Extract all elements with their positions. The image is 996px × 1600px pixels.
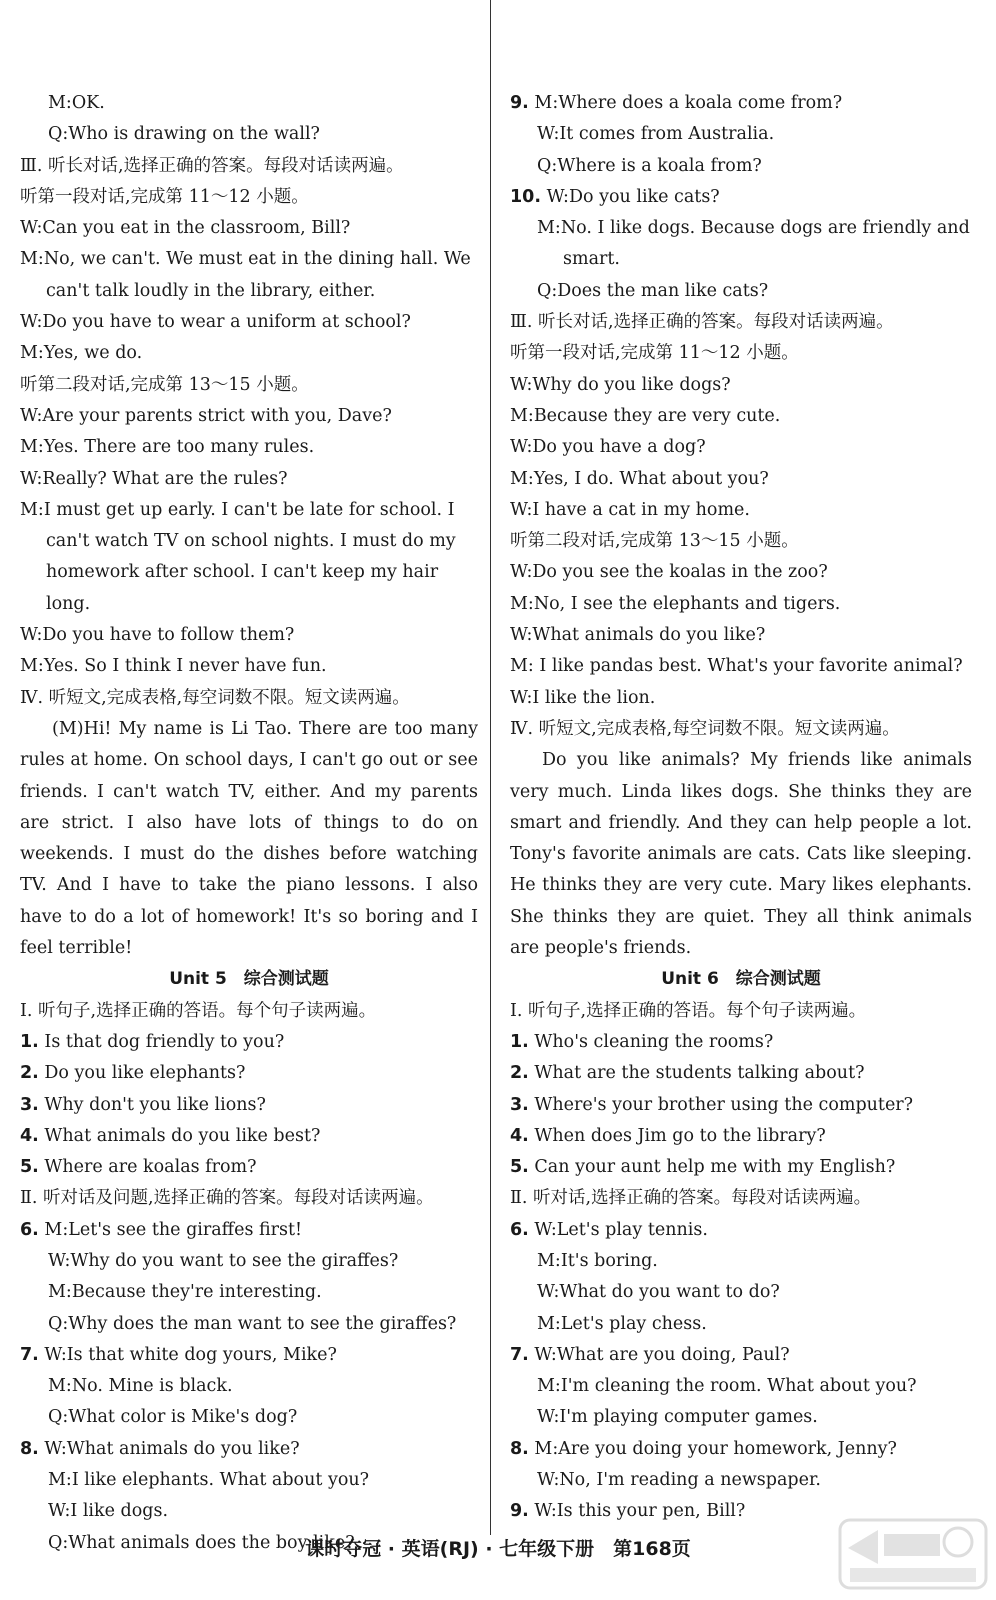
column-divider — [490, 0, 491, 1535]
question-text: Do you like elephants? — [44, 1063, 246, 1084]
text-line: W:Do you see the koalas in the zoo? — [510, 562, 828, 583]
dialog-item — [510, 88, 972, 182]
section-heading: Ⅲ. 听长对话,选择正确的答案。每段对话读两遍。 — [510, 312, 894, 333]
text-line: 听第二段对话,完成第 13～15 小题。 — [510, 531, 799, 552]
question-text: Where's your brother using the computer? — [534, 1094, 914, 1115]
dialog-item — [510, 1215, 972, 1340]
text-line: M: I like pandas best. What's your favorite animal? — [510, 656, 963, 677]
question-list — [20, 1027, 478, 1183]
list-item — [20, 1058, 478, 1089]
text-line: W:Are your parents strict with you, Dave? — [20, 405, 392, 426]
text-line: W:Really? What are the rules? — [20, 468, 288, 489]
dialog-line: W:Is that white dog yours, Mike? — [44, 1344, 337, 1365]
text-line: M:Yes, I do. What about you? — [510, 468, 769, 489]
dialog-line: M:Because they're interesting. — [48, 1282, 322, 1303]
text-line: M:I must get up early. I can't be late for school. I can't watch TV on school nights. I must do my homework after school. I can't keep my hair long. — [20, 499, 456, 614]
left-column — [20, 88, 478, 1559]
list-item — [510, 1090, 972, 1121]
passage: Do you like animals? My friends like animals very much. Linda likes dogs. She thinks they are smart and friendly. And they can help people a lot. Tony's favorite animals are cats. Cats like sleeping. He thinks they are very cute. Mary likes elephants. She thinks they are quiet. They all think animals are people's friends. — [510, 750, 972, 959]
dialog-item — [510, 182, 972, 307]
text-line: M:Yes. There are too many rules. — [20, 437, 315, 458]
question-text: Where are koalas from? — [44, 1157, 257, 1178]
text-line: M:No, we can't. We must eat in the dining hall. We can't talk loudly in the library, either. — [20, 249, 471, 301]
question-number: 2. — [20, 1063, 39, 1084]
question-number: 6. — [20, 1219, 39, 1240]
dialog-line: W:What animals do you like? — [44, 1438, 300, 1459]
question-text: What are the students talking about? — [534, 1063, 865, 1084]
dialog-line: Q:Does the man like cats? — [537, 280, 769, 301]
watermark-logo — [838, 1518, 988, 1590]
text-line: W:Do you have a dog? — [510, 437, 706, 458]
right-lines-b — [510, 307, 972, 745]
dialog-line: W:What are you doing, Paul? — [534, 1344, 790, 1365]
question-number: 3. — [510, 1094, 529, 1115]
list-item — [20, 1121, 478, 1152]
question-text: Why don't you like lions? — [44, 1094, 266, 1115]
text-line: 听第一段对话,完成第 11～12 小题。 — [510, 343, 799, 364]
text-line: Q:Who is drawing on the wall? — [48, 124, 320, 145]
text-line: W:Why do you like dogs? — [510, 374, 731, 395]
section-heading: Ⅰ. 听句子,选择正确的答语。每个句子读两遍。 — [20, 1000, 377, 1021]
dialog-line: Q:What animals does the boy like? — [48, 1532, 355, 1553]
list-item — [510, 1121, 972, 1152]
dialog-list — [510, 88, 972, 307]
dialog-line: W:I like dogs. — [48, 1501, 169, 1522]
text-line: W:I have a cat in my home. — [510, 499, 750, 520]
dialog-item — [20, 1340, 478, 1434]
list-item — [510, 1027, 972, 1058]
dialog-line: M:Let's see the giraffes first! — [44, 1219, 303, 1240]
dialog-list — [20, 1215, 478, 1559]
text-line: M:OK. — [48, 93, 105, 113]
unit-heading: Unit 5 综合测试题 — [169, 969, 329, 990]
dialog-line: Q:Where is a koala from? — [537, 155, 762, 176]
unit-heading: Unit 6 综合测试题 — [661, 969, 821, 990]
question-text: What animals do you like best? — [44, 1125, 321, 1146]
dialog-line: W:Is this your pen, Bill? — [534, 1501, 746, 1522]
question-number: 8. — [510, 1438, 529, 1459]
question-number: 1. — [510, 1031, 529, 1052]
question-number: 4. — [20, 1125, 39, 1146]
text-line: M:Yes, we do. — [20, 343, 143, 364]
question-number: 5. — [20, 1157, 39, 1178]
dialog-line: M:No. Mine is black. — [48, 1376, 233, 1397]
text-line: M:Yes. So I think I never have fun. — [20, 656, 327, 677]
dialog-line: Q:What color is Mike's dog? — [48, 1407, 298, 1428]
dialog-line: M:I like elephants. What about you? — [48, 1470, 370, 1491]
text-line: 听第二段对话,完成第 13～15 小题。 — [20, 374, 309, 395]
section-heading: Ⅰ. 听句子,选择正确的答语。每个句子读两遍。 — [510, 1000, 867, 1021]
text-line: W:I like the lion. — [510, 687, 656, 708]
dialog-list — [510, 1215, 972, 1528]
dialog-line: W:What do you want to do? — [537, 1282, 780, 1303]
left-lines-a — [20, 88, 478, 714]
section-heading: Ⅱ. 听对话及问题,选择正确的答案。每段对话读两遍。 — [20, 1188, 434, 1209]
dialog-line: W:Let's play tennis. — [534, 1219, 708, 1240]
text-line: W:Can you eat in the classroom, Bill? — [20, 218, 351, 239]
dialog-line: M:No. I like dogs. Because dogs are friendly and smart. — [537, 218, 970, 270]
question-number: 8. — [20, 1438, 39, 1459]
right-column — [510, 88, 972, 1528]
page-footer: 课时夺冠 · 英语(RJ) · 七年级下册 第168页 — [305, 1538, 691, 1560]
text-line: M:Because they are very cute. — [510, 405, 781, 426]
dialog-line: W:I'm playing computer games. — [537, 1407, 818, 1428]
question-number: 7. — [510, 1344, 529, 1365]
list-item — [510, 1058, 972, 1089]
dialog-line: M:Let's play chess. — [537, 1313, 707, 1334]
list-item — [510, 1152, 972, 1183]
dialog-line: W:Why do you want to see the giraffes? — [48, 1250, 399, 1271]
section-heading: Ⅳ. 听短文,完成表格,每空词数不限。短文读两遍。 — [20, 687, 410, 708]
question-number: 4. — [510, 1125, 529, 1146]
text-line: W:What animals do you like? — [510, 625, 766, 646]
question-number: 10. — [510, 186, 542, 207]
section-heading: Ⅳ. 听短文,完成表格,每空词数不限。短文读两遍。 — [510, 718, 900, 739]
question-text: Is that dog friendly to you? — [44, 1031, 285, 1052]
dialog-line: W:Do you like cats? — [546, 186, 720, 207]
question-number: 6. — [510, 1219, 529, 1240]
question-text: When does Jim go to the library? — [534, 1125, 826, 1146]
passage: (M)Hi! My name is Li Tao. There are too many rules at home. On school days, I can't go out or see friends. I can't watch TV, either. And my parents are strict. I also have lots of things to do on weekends. I must do the dishes before watching TV. And I have to take the piano lessons. I also have to do a lot of homework! It's so boring and I feel terrible! — [20, 718, 478, 959]
dialog-item — [510, 1434, 972, 1497]
dialog-item — [510, 1340, 972, 1434]
question-number: 1. — [20, 1031, 39, 1052]
question-number: 9. — [510, 93, 529, 113]
question-text: Can your aunt help me with my English? — [534, 1157, 896, 1178]
question-text: Who's cleaning the rooms? — [534, 1031, 774, 1052]
dialog-line: W:It comes from Australia. — [537, 124, 775, 145]
dialog-line: M:I'm cleaning the room. What about you? — [537, 1376, 917, 1397]
text-line: W:Do you have to wear a uniform at school? — [20, 312, 411, 333]
dialog-line: Q:Why does the man want to see the giraffes? — [48, 1313, 457, 1334]
dialog-line: M:It's boring. — [537, 1250, 658, 1271]
question-list — [510, 1027, 972, 1183]
dialog-line: M:Where does a koala come from? — [534, 93, 843, 113]
question-number: 5. — [510, 1157, 529, 1178]
dialog-line: W:No, I'm reading a newspaper. — [537, 1470, 821, 1491]
text-line: M:No, I see the elephants and tigers. — [510, 593, 841, 614]
list-item — [20, 1152, 478, 1183]
list-item — [20, 1090, 478, 1121]
list-item — [20, 1027, 478, 1058]
question-number: 9. — [510, 1501, 529, 1522]
section-heading: Ⅱ. 听对话,选择正确的答案。每段对话读两遍。 — [510, 1188, 872, 1209]
dialog-item — [20, 1215, 478, 1340]
question-number: 2. — [510, 1063, 529, 1084]
dialog-line: M:Are you doing your homework, Jenny? — [534, 1438, 897, 1459]
text-line: W:Do you have to follow them? — [20, 625, 295, 646]
question-number: 3. — [20, 1094, 39, 1115]
text-line: 听第一段对话,完成第 11～12 小题。 — [20, 186, 309, 207]
section-heading: Ⅲ. 听长对话,选择正确的答案。每段对话读两遍。 — [20, 155, 404, 176]
question-number: 7. — [20, 1344, 39, 1365]
